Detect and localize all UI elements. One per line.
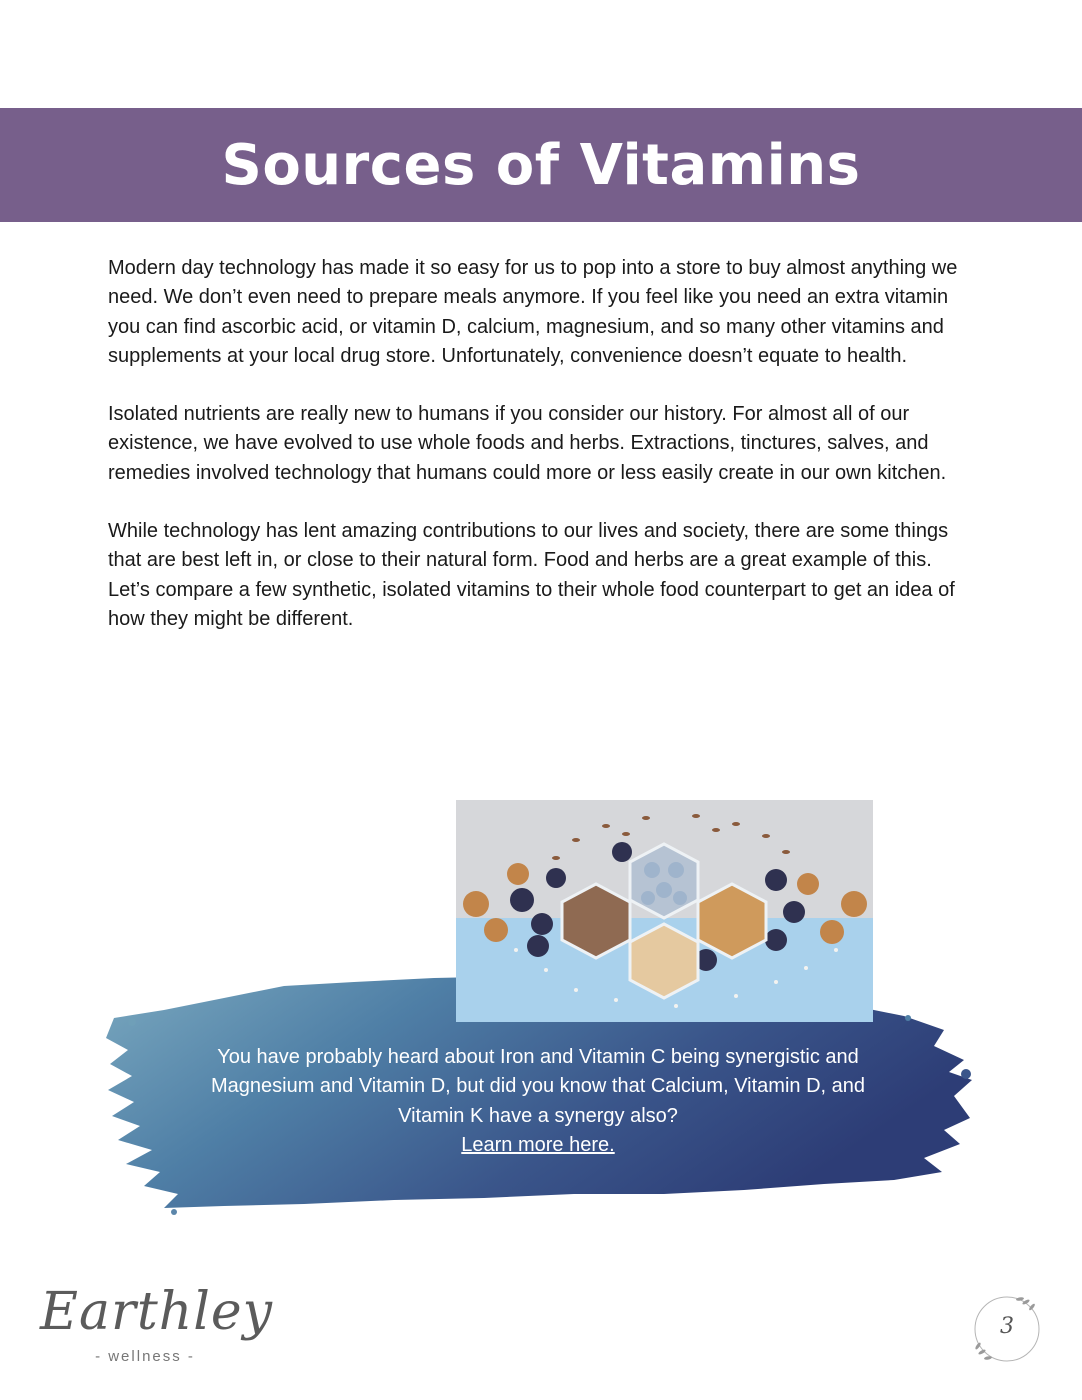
paragraph-1: Modern day technology has made it so easy for us to pop into a store to buy almost anything we need. We don’t even need to prepare meals anymore. If you feel like you need an extra vitamin you can find ascorbic acid, or vitamin D, calcium, magnesium, and so many other vitamins and supplements at your local drug store. Unfortunately, convenience doesn’t equate to health. (108, 257, 958, 367)
logo-subtitle: - wellness - (95, 1348, 195, 1365)
paragraph-3: While technology has lent amazing contributions to our lives and society, there are some things that are best left in, or close to their natural form. Food and herbs are a great example of this. Let’s compare a few synthetic, isolated vitamins to their whole food counterpart to get an idea of how they might be different. (108, 520, 955, 630)
title-banner (0, 108, 1082, 222)
supplements-photo (456, 800, 873, 1022)
body-text (108, 254, 976, 663)
page-number: 3 (1000, 1314, 1014, 1339)
learn-more-link[interactable]: Learn more here. (461, 1133, 615, 1156)
logo-script: Earthley (40, 1282, 273, 1342)
page-title: Sources of Vitamins (221, 132, 861, 198)
callout-text: You have probably heard about Iron and Vitamin C being synergistic and Magnesium and Vitamin D, but did you know that Calcium, Vitamin D, and Vitamin K have a synergy also? (210, 1046, 866, 1127)
page-number-badge (968, 1290, 1046, 1368)
synergy-callout (180, 1043, 896, 1160)
paragraph-2: Isolated nutrients are really new to humans if you consider our history. For almost all of our existence, we have evolved to use whole foods and herbs. Extractions, tinctures, salves, and remedies involved technology that humans could more or less easily create in our own kitchen. (108, 403, 947, 484)
earthley-logo (40, 1282, 273, 1374)
